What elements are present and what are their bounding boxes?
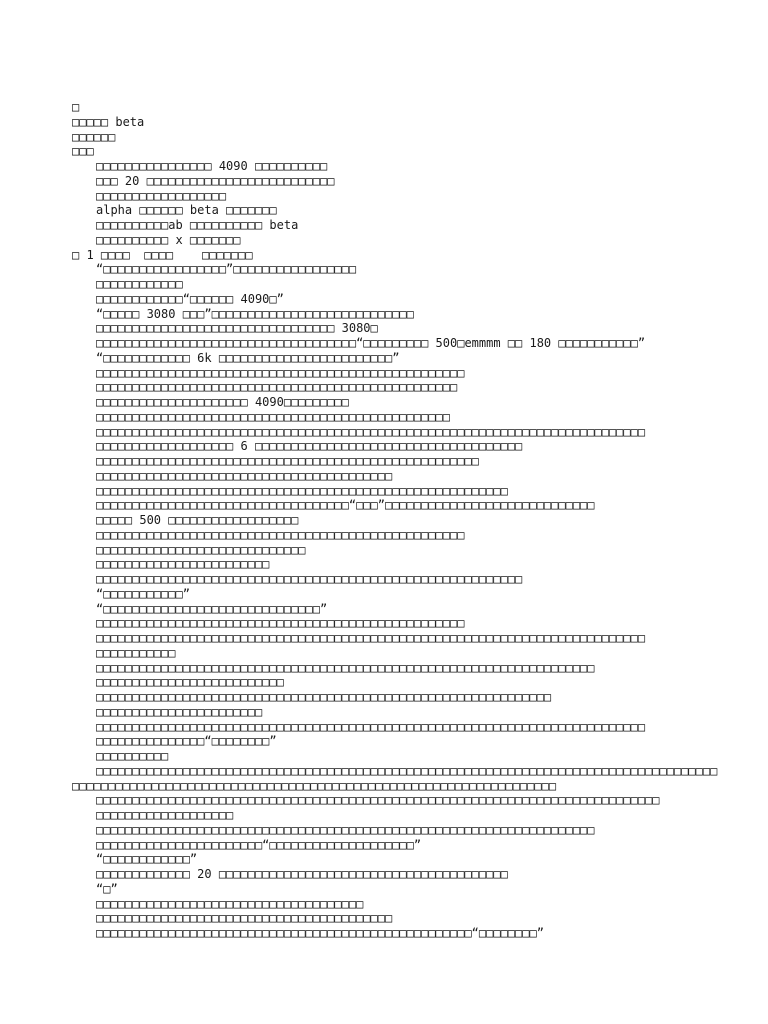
text-line: □□□□□□□□□□□□□□□□□□□□□□□□□□□□□□□□□ 3080□ — [96, 321, 378, 336]
text-line: □□□□□□□□□□□□□□□□□□□ — [96, 808, 234, 822]
text-line: □□□□□□□□□□□□□□□□□□□□□□□□□□□□□□□□□□□□□□□□□ — [96, 468, 393, 483]
text-line: □□□□□□ — [72, 129, 116, 144]
text-line: □□□□□ 500 □□□□□□□□□□□□□□□□□□ — [96, 513, 299, 527]
text-line: □□□□□□□□□□□□□□□□□□□□□□□□□□ — [96, 675, 284, 690]
text-line: “□□□□□□□□□□□□□□□□□”□□□□□□□□□□□□□□□□□ — [96, 262, 357, 277]
text-line: □□□□□□□□□□□□□□□□□□□□□□□□□□□□□□□□□□□□□□□□□□□□□□□□□□□□□□□□□□□□□□□□□□□□□□□□□□□□ — [96, 719, 646, 734]
text-line: □□□ 20 □□□□□□□□□□□□□□□□□□□□□□□□□□ — [96, 173, 335, 188]
text-line: □□□□□□□□□□□□“□□□□□□ 4090□” — [96, 291, 284, 306]
text-line: □□□□□□□□□□□□□□□□□□□□□□□□□□□□□□□□□□□□□□□□□□□□□□□□□□□□□□□□□□□□□□□□□□□□□□□□□□□□ — [96, 424, 646, 439]
text-line: □□□□□□□□□□□□□□□□□□□□□□□□□□□□□□□□□□□□□□□□□□□□□□□□□□□□□□□□□□□ — [96, 572, 523, 586]
text-line: □□□□□□□□□□□□□□□□□□□□□□□□□□□□□□□□□□□“□□□”□□□□□□□□□□□□□□□□□□□□□□□□□□□□□ — [96, 498, 595, 513]
document-body — [72, 100, 752, 941]
text-line: “□□□□□□□□□□□□ 6k □□□□□□□□□□□□□□□□□□□□□□□□” — [96, 350, 400, 365]
text-line: □□□□□□□□□□□□□□□“□□□□□□□□” — [96, 734, 277, 749]
text-line: □□□□□□□□□□□□□□□□□□□□□□□ — [96, 704, 263, 719]
text-line: □□□□□□□□□□□□□□□□□□□□□□□□□□□□□□□□□□□□□□□□□□□□□□□□□□□□□□□□□□□□□□□□□□□□□□□□□□□□□□□□□□□□□□ — [96, 763, 718, 778]
text-line: □□□□□□□□□□ x □□□□□□□ — [96, 232, 241, 247]
text-line: □□□□□□□□□□□□□□□□□□□□□□□□□□□□□□□□□□□□□□□□□□□□□□□□□□□□□□□□□□□□□□□ — [96, 690, 552, 704]
text-line: “□□□□□□□□□□□□□□□□□□□□□□□□□□□□□□” — [96, 601, 328, 616]
text-line: □□□□□□□□□□□ — [96, 645, 176, 660]
text-line: □□□□□□□□□□□□ — [96, 277, 183, 291]
text-line: □□□□□□□□□□ab □□□□□□□□□□ beta — [96, 218, 299, 232]
text-line: □□□□□□□□□□□□□□□□□□□□□□□□□□□□□□□□□□□□□□□□□□□□□□□□□□□ — [96, 365, 465, 380]
text-line: □□□□□□□□□□□□□□□□□□□□□□□□□□□□□□□□□□□□□□□□□□□□□□□□□□□ — [96, 527, 465, 542]
text-line: □□□□□□□□□□□□□□□□□□□□□□□□□□□□□□□□□□□□□□□□□□□□□□□□□□□□□□□□□□□□□□□□□□□□□ — [96, 822, 595, 837]
text-line: “□□□□□ 3080 □□□”□□□□□□□□□□□□□□□□□□□□□□□□□□□□ — [96, 306, 414, 321]
text-line: □□□□□□□□□□□□□□□□□□□□□□□□□□□□□□□□□□□□□□□□□ — [96, 911, 393, 926]
text-line: □□□□□□□□□□□□□□□□□□□□□□□□□□□□□ — [96, 542, 306, 557]
text-line: “□” — [96, 881, 118, 896]
text-line: □□□□□□□□□□□□□□□□□□□ 6 □□□□□□□□□□□□□□□□□□□□□□□□□□□□□□□□□□□□□ — [96, 439, 523, 454]
text-line: □□□□□□□□□□□□□□□□□□□□□□□□□□□□□□□□□□□□□ — [96, 896, 364, 911]
text-line: □□□□□□□□□□□□□□□□□□□□□□□□□□□□□□□□□□□□□□□□□□□□□□□□□□□□□□□□□ — [96, 483, 508, 498]
text-line: □□□□□□□□□□□□□□□□□□□□□□□□□□□□□□□□□□□□□□□□□□□□□□□□□□□□“□□□□□□□□” — [96, 926, 544, 940]
text-line: “□□□□□□□□□□□” — [96, 586, 190, 601]
text-line: □□□□□□□□□□□□□□□□□□□□□□□□□□□□□□□□□□□□□□□□□□□□□□□□□□□□□□□□□□□□□□□□□□□□□□□□□□□□ — [96, 631, 646, 645]
text-line: □□□□□□□□□□□□□□□□□□ — [96, 188, 227, 203]
text-line: □□□□□□□□□□□□□□□□□□□□□□□□□□□□□□□□□□□□□□□□□□□□□□□□□□□□□□□□□□□□□□□□□□□□□□□□□□□□□□ — [96, 793, 660, 808]
text-line: □□□□□□□□□□□□□□□□□□□□□ 4090□□□□□□□□□ — [96, 395, 349, 409]
text-line: □□□□□□□□□□□□□ 20 □□□□□□□□□□□□□□□□□□□□□□□□□□□□□□□□□□□□□□□□ — [96, 867, 508, 881]
text-line: □□□□□□□□□□□□□□□□□□□□□□□□□□□□□□□□□□□□□□□□□□□□□□□□□□□□□□□□□□□□□□□□□□□ — [72, 778, 557, 793]
text-line: □□□□□□□□□□□□□□□□ 4090 □□□□□□□□□□ — [96, 159, 328, 173]
text-line: □□□□□□□□□□□□□□□□□□□□□□□□□□□□□□□□□□□□□□□□□□□□□□□□□□□ — [96, 616, 465, 631]
text-line: □□□□□ beta — [72, 114, 145, 129]
text-line: □□□□□□□□□□□□□□□□□□□□□□□□□□□□□□□□□□□□□□□□□□□□□□□□□□□□□□□□□□□□□□□□□□□□□ — [96, 660, 595, 675]
text-line: alpha □□□□□□ beta □□□□□□□ — [96, 203, 277, 218]
text-line: “□□□□□□□□□□□□” — [96, 852, 198, 867]
text-line: □□□ — [72, 144, 94, 159]
text-line: □□□□□□□□□□□□□□□□□□□□□□□□□□□□□□□□□□□□□□□□□□□□□□□□□ — [96, 409, 451, 424]
text-line: □□□□□□□□□□□□□□□□□□□□□□□□□□□□□□□□□□□□□□□□□□□□□□□□□□ — [96, 380, 458, 395]
text-line: □□□□□□□□□□□□□□□□□□□□□□□“□□□□□□□□□□□□□□□□□□□□” — [96, 837, 422, 852]
text-line: □□□□□□□□□□□□□□□□□□□□□□□□□□□□□□□□□□□□“□□□□□□□□□ 500□emmmm □□ 180 □□□□□□□□□□□” — [96, 336, 646, 350]
text-line: □□□□□□□□□□□□□□□□□□□□□□□□ — [96, 557, 270, 572]
text-line: □□□□□□□□□□□□□□□□□□□□□□□□□□□□□□□□□□□□□□□□□□□□□□□□□□□□□ — [96, 454, 479, 468]
text-line: □ — [72, 100, 80, 114]
text-line: □ 1 □□□□ □□□□ □□□□□□□ — [72, 247, 253, 262]
text-line: □□□□□□□□□□ — [96, 749, 169, 763]
